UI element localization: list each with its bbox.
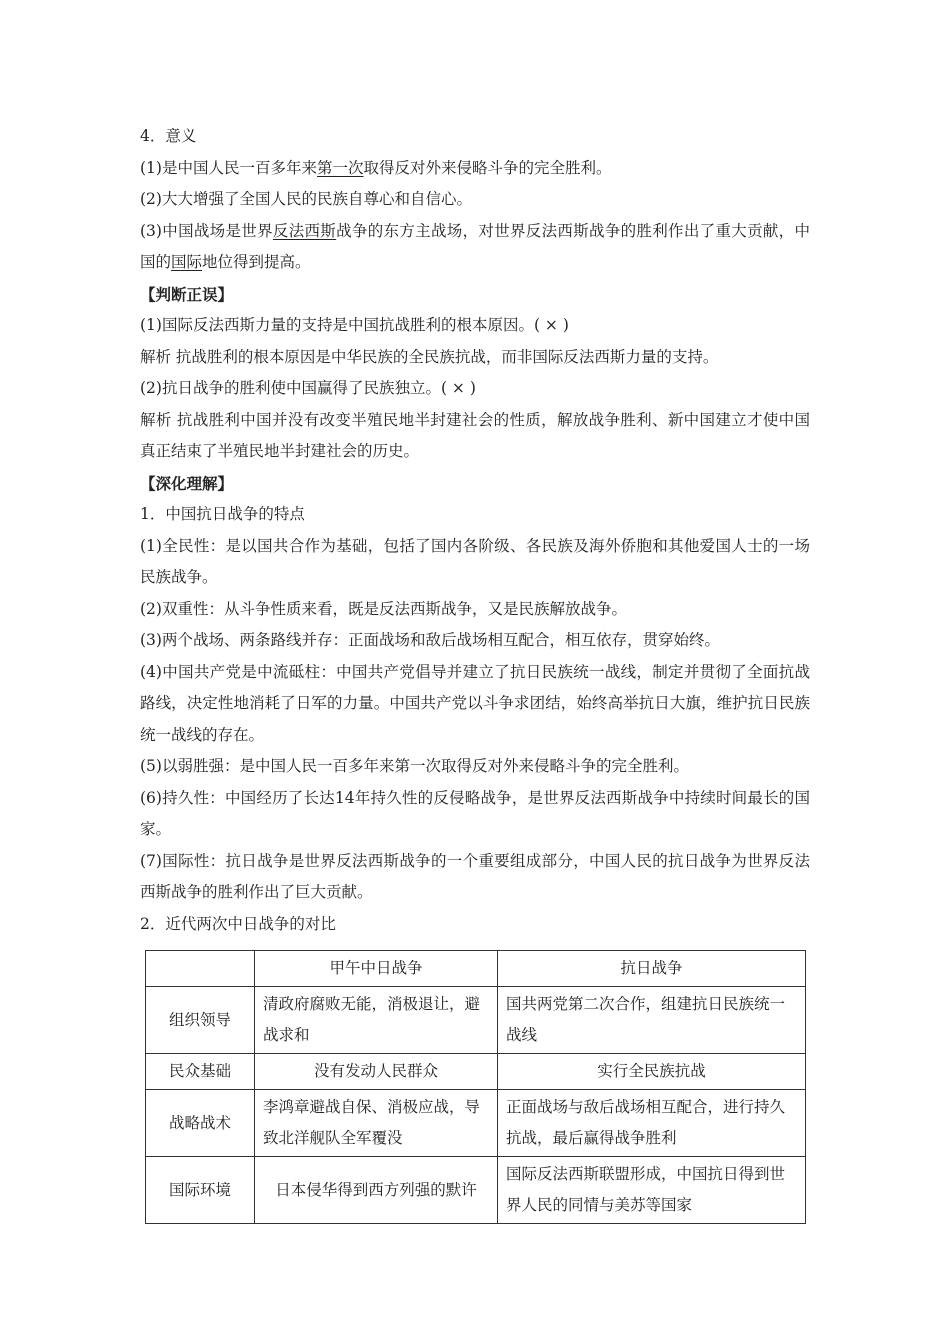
text-segment: 取得反对外来侵略斗争的完全胜利。	[363, 158, 612, 177]
table-row	[146, 1054, 806, 1090]
table-header-cell	[146, 951, 255, 987]
table-cell: 清政府腐败无能，消极退让，避战求和	[255, 987, 498, 1054]
table-cell: 实行全民族抗战	[498, 1054, 806, 1090]
table-cell: 国际反法西斯联盟形成，中国抗日得到世界人民的同情与美苏等国家	[498, 1157, 806, 1224]
judge-heading: 【判断正误】	[140, 284, 234, 304]
paragraph: (2)大大增强了全国人民的民族自尊心和自信心。	[140, 190, 472, 208]
deep-heading: 【深化理解】	[140, 473, 234, 493]
table-header-cell: 抗日战争	[498, 951, 806, 987]
table-header-row	[146, 951, 806, 987]
text-segment: 战争的东方主战场，对世界反法西斯战争的胜利作出了重大贡献，中国的	[140, 221, 810, 271]
list-item: (7)国际性：抗日战争是世界反法西斯战争的一个重要组成部分，中国人民的抗日战争为世界反法西斯战争的胜利作出了巨大贡献。	[140, 851, 810, 901]
table-cell: 日本侵华得到西方列强的默许	[255, 1157, 498, 1224]
main-content	[140, 121, 810, 940]
list-item: (1)全民性：是以国共合作为基础，包括了国内各阶级、各民族及海外侨胞和其他爱国人士的一场民族战争。	[140, 536, 810, 586]
table-cell: 没有发动人民群众	[255, 1054, 498, 1090]
table-header-cell: 甲午中日战争	[255, 951, 498, 987]
paragraph	[140, 153, 810, 185]
analysis: 解析 抗战胜利的根本原因是中华民族的全民族抗战，而非国际反法西斯力量的支持。	[140, 347, 719, 366]
row-label: 战略战术	[146, 1090, 255, 1157]
table-cell: 正面战场与敌后战场相互配合，进行持久抗战，最后赢得战争胜利	[498, 1090, 806, 1157]
list-item: (5)以弱胜强：是中国人民一百多年来第一次取得反对外来侵略斗争的完全胜利。	[140, 757, 689, 775]
underlined-text: 第一次	[316, 158, 364, 177]
paragraph	[140, 216, 810, 279]
question: (2)抗日战争的胜利使中国赢得了民族独立。( × )	[140, 379, 476, 397]
text-segment: (3)中国战场是世界	[140, 221, 273, 240]
row-label: 组织领导	[146, 987, 255, 1054]
table-row	[146, 1157, 806, 1224]
text-segment: 地位得到提高。	[202, 253, 311, 271]
underlined-text: 国际	[171, 253, 203, 271]
list-item: (6)持久性：中国经历了长达14年持久性的反侵略战争，是世界反法西斯战争中持续时间最长的国家。	[140, 788, 810, 838]
row-label: 民众基础	[146, 1054, 255, 1090]
analysis: 解析 抗战胜利中国并没有改变半殖民地半封建社会的性质，解放战争胜利、新中国建立才使中国真正结束了半殖民地半封建社会的历史。	[140, 410, 810, 460]
list-item: (2)双重性：从斗争性质来看，既是反法西斯战争，又是民族解放战争。	[140, 599, 627, 618]
table-cell: 国共两党第二次合作，组建抗日民族统一战线	[498, 987, 806, 1054]
underlined-text: 反法西斯	[272, 221, 337, 240]
subsection-title: 2．近代两次中日战争的对比	[140, 914, 336, 933]
question: (1)国际反法西斯力量的支持是中国抗战胜利的根本原因。( × )	[140, 316, 569, 334]
text-segment: (1)是中国人民一百多年来	[140, 158, 317, 177]
list-item: (3)两个战场、两条路线并存：正面战场和敌后战场相互配合，相互依存，贯穿始终。	[140, 631, 720, 649]
subsection-title: 1．中国抗日战争的特点	[140, 505, 305, 523]
comparison-table	[145, 950, 806, 1224]
section-heading: 4．意义	[140, 127, 197, 145]
table-row	[146, 1090, 806, 1157]
list-item: (4)中国共产党是中流砥柱：中国共产党倡导并建立了抗日民族统一战线，制定并贯彻了全面抗战路线，决定性地消耗了日军的力量。中国共产党以斗争求团结，始终高举抗日大旗，维护抗日民族统一战线的存在。	[140, 662, 810, 744]
table-row	[146, 987, 806, 1054]
row-label: 国际环境	[146, 1157, 255, 1224]
table-cell: 李鸿章避战自保、消极应战，导致北洋舰队全军覆没	[255, 1090, 498, 1157]
